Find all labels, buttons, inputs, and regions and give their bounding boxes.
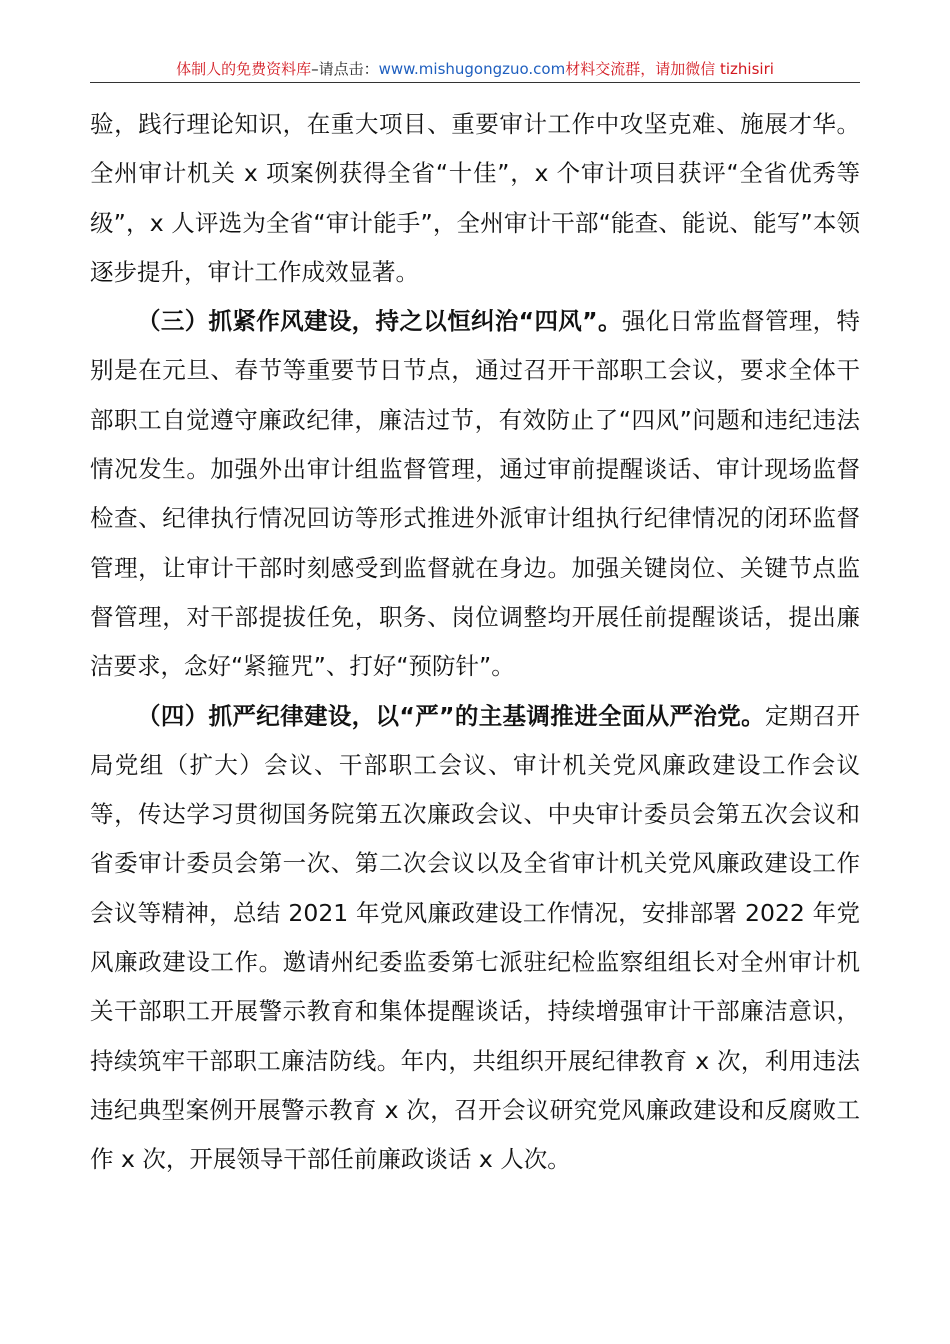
page-header (90, 56, 860, 83)
header-url-link[interactable]: www.mishugongzuo.com (378, 60, 566, 78)
paragraph-text: 强化日常监督管理，特别是在元旦、春节等重要节日节点，通过召开干部职工会议，要求全体干部职工自觉遵守廉政纪律，廉洁过节，有效防止了“四风”问题和违纪违法情况发生。加强外出审计组监督管理，通过审前提醒谈话、审计现场监督检查、纪律执行情况回访等形式推进外派审计组执行纪律情况的闭环监督管理，让审计干部时刻感受到监督就在身边。加强关键岗位、关键节点监督管理，对干部提拔任免，职务、岗位调整均开展任前提醒谈话，提出廉洁要求，念好“紧箍咒”、打好“预防针”。 (90, 307, 861, 681)
header-note: 材料交流群，请加微信 tizhisiri (565, 60, 774, 78)
paragraph-1 (90, 100, 860, 297)
paragraph-text: 定期召开局党组（扩大）会议、干部职工会议、审计机关党风廉政建设工作会议等，传达学习贯彻国务院第五次廉政会议、中央审计委员会第五次会议和省委审计委员会第一次、第二次会议以及全省审计机关党风廉政建设工作会议等精神，总结 2021 年党风廉政建设工作情况，安排部署 2022 年党风廉政建设工作。邀请州纪委监委第七派驻纪检监察组组长对全州审计机关干部职工开展警示教育和集体提醒谈话，持续增强审计干部廉洁意识，持续筑牢干部职工廉洁防线。年内，共组织开展纪律教育 x 次，利用违法违纪典型案例开展警示教育 x 次，召开会议研究党风廉政建设和反腐败工作 x 次，开展领导干部任前廉政谈话 x 人次。 (90, 701, 860, 1174)
paragraph-3 (90, 692, 860, 1185)
paragraph-text: 验，践行理论知识，在重大项目、重要审计工作中攻坚克难、施展才华。全州审计机关 x 项案例获得全省“十佳”，x 个审计项目获评“全省优秀等级”，x 人评选为全省“审计能手”，全州审计干部“能查、能说、能写”本领逐步提升，审计工作成效显著。 (90, 110, 860, 286)
header-site-name: 体制人的免费资料库 (176, 60, 312, 78)
section-heading-three: （三）抓紧作风建设，持之以恒纠治“四风”。 (137, 307, 622, 336)
section-heading-four: （四）抓严纪律建设，以“严”的主基调推进全面从严治党。 (137, 701, 765, 730)
document-body (90, 100, 860, 1185)
header-prompt: –请点击： (311, 60, 379, 78)
paragraph-2 (90, 297, 860, 691)
